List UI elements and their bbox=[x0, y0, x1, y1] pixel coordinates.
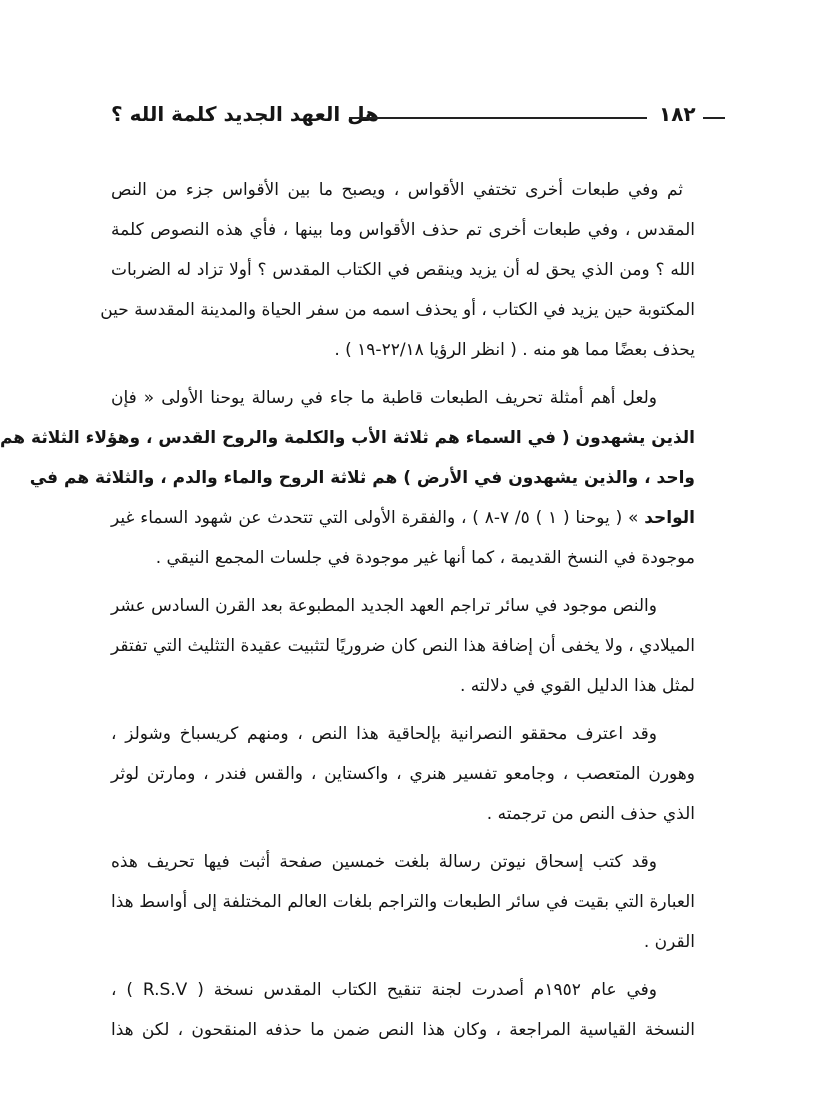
paragraph-line: القرن . bbox=[643, 932, 695, 952]
paragraph-6 bbox=[111, 970, 733, 1050]
paragraph-line: المكتوبة حين يزيد في الكتاب ، أو يحذف اسمه من سفر الحياة والمدينة المقدسة حين bbox=[100, 300, 695, 320]
running-header bbox=[111, 100, 725, 136]
paragraph-line: لمثل هذا الدليل القوي في دلالته . bbox=[459, 676, 695, 696]
paragraph-4 bbox=[111, 714, 733, 834]
paragraph-line: يحذف بعضًا مما هو منه . ( انظر الرؤيا ٢٢/١٨-١٩ ) . bbox=[334, 340, 695, 360]
paragraph-line: وفي عام ١٩٥٢م أصدرت لجنة تنقيح الكتاب المقدس نسخة ( R.S.V ) ، bbox=[111, 980, 657, 1000]
paragraph-2 bbox=[0, 378, 733, 578]
page-number: ١٨٢ bbox=[659, 102, 696, 126]
running-title: هل العهد الجديد كلمة الله ؟ bbox=[111, 102, 379, 126]
quoted-verse-line bbox=[29, 458, 733, 498]
header-rule bbox=[349, 117, 647, 119]
paragraph-line: ولعل أهم أمثلة تحريف الطبعات قاطبة ما جاء في رسالة يوحنا الأولى « فإن bbox=[111, 388, 657, 408]
paragraph-line: وقد اعترف محققو النصرانية بإلحاقية هذا النص ، ومنهم كريسباخ وشولز ، bbox=[111, 724, 657, 744]
body-text bbox=[0, 170, 733, 1058]
paragraph-line: النسخة القياسية المراجعة ، وكان هذا النص ضمن ما حذفه المنقحون ، لكن هذا bbox=[111, 1020, 695, 1040]
paragraph-line: والنص موجود في سائر تراجم العهد الجديد المطبوعة بعد القرن السادس عشر bbox=[111, 596, 657, 616]
paragraph-line: العبارة التي بقيت في سائر الطبعات والتراجم بلغات العالم المختلفة إلى أواسط هذا bbox=[111, 892, 695, 912]
paragraph-line: وقد كتب إسحاق نيوتن رسالة بلغت خمسين صفحة أثبت فيها تحريف هذه bbox=[111, 852, 657, 872]
paragraph-line: ثم وفي طبعات أخرى تختفي الأقواس ، ويصبح ما بين الأقواس جزء من النص bbox=[111, 180, 683, 200]
paragraph-text: » ( يوحنا ( ١ ) ٥/ ٧-٨ ) ، والفقرة الأولى التي تتحدث عن شهود السماء غير bbox=[111, 508, 645, 528]
quoted-verse-text: واحد ، والذين يشهدون في الأرض ) هم ثلاثة الروح والماء والدم ، والثلاثة هم في bbox=[29, 468, 695, 488]
paragraph-line: الذي حذف النص من ترجمته . bbox=[486, 804, 695, 824]
paragraph-line: الميلادي ، ولا يخفى أن إضافة هذا النص كان ضروريًا لتثبيت عقيدة التثليث التي تفتقر bbox=[111, 636, 695, 656]
quoted-verse-text: الذين يشهدون ( في السماء هم ثلاثة الأب والكلمة والروح القدس ، وهؤلاء الثلاثة هم bbox=[0, 428, 695, 448]
paragraph-3 bbox=[111, 586, 733, 706]
paragraph-line: المقدس ، وفي طبعات أخرى تم حذف الأقواس وما بينها ، فأي هذه النصوص كلمة bbox=[111, 220, 695, 240]
paragraph-line: الله ؟ ومن الذي يحق له أن يزيد وينقص في الكتاب المقدس ؟ أولا تزاد له الضربات bbox=[111, 260, 695, 280]
paragraph-line bbox=[111, 498, 733, 538]
paragraph-line: موجودة في النسخ القديمة ، كما أنها غير موجودة في جلسات المجمع النيقي . bbox=[155, 548, 695, 568]
quoted-verse-text: الواحد bbox=[644, 508, 695, 528]
quoted-verse-line bbox=[0, 418, 733, 458]
paragraph-5 bbox=[111, 842, 733, 962]
paragraph-line: وهورن المتعصب ، وجامعو تفسير هنري ، واكستاين ، والقس فندر ، ومارتن لوثر bbox=[111, 764, 695, 784]
paragraph-1 bbox=[100, 170, 733, 370]
header-rule-tail bbox=[703, 117, 725, 119]
